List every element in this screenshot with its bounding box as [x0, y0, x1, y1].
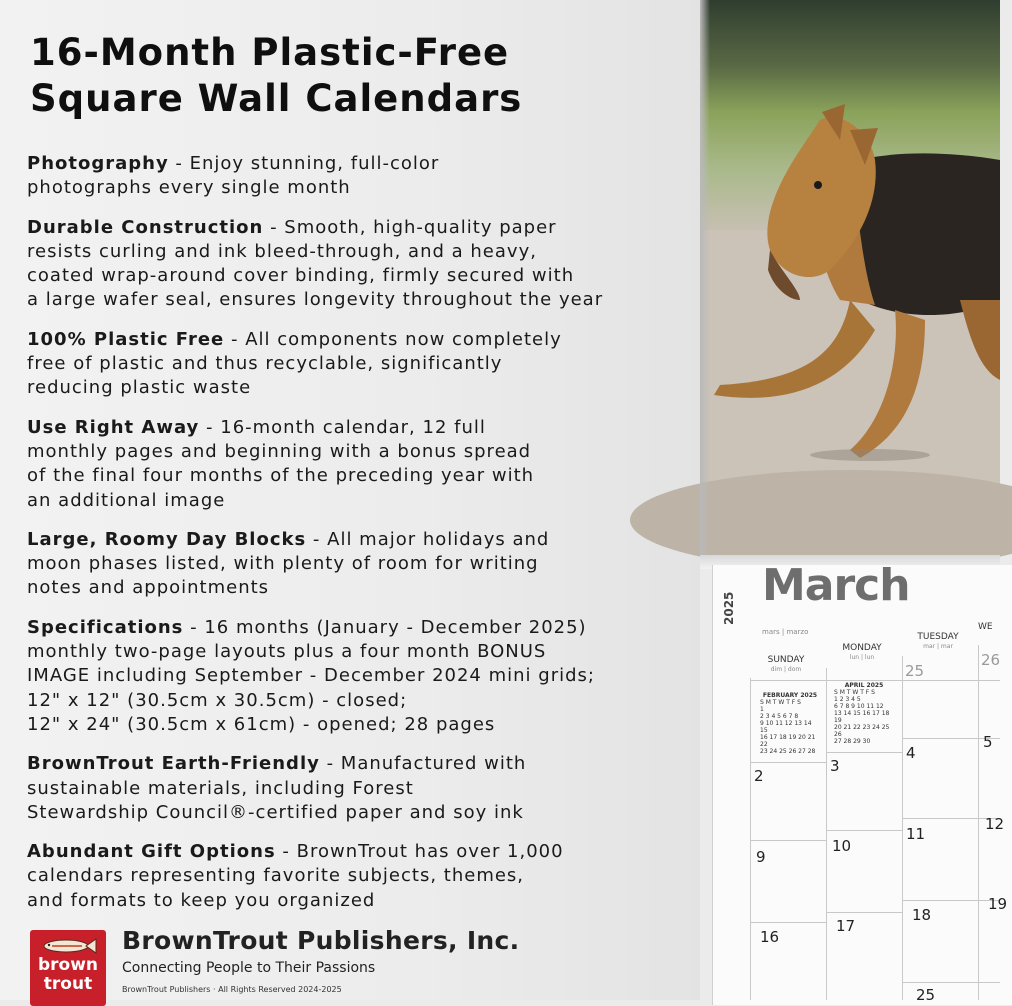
airedale-terrier-image: [700, 0, 1000, 560]
feature-text: 12" x 12" (30.5cm x 30.5cm) - closed;: [27, 689, 408, 711]
feature-text: - All major holidays and: [306, 528, 550, 550]
day-name: SUNDAY: [767, 655, 805, 665]
grid-line: [902, 656, 903, 1000]
grid-line: [750, 922, 826, 923]
feature-text: calendars representing favorite subjects, themes,: [27, 865, 525, 887]
date-number: 9: [756, 848, 766, 866]
mini-row: 2 3 4 5 6 7 8: [760, 713, 799, 720]
feature-text: - Manufactured with: [319, 753, 527, 775]
logo-line-2: trout: [43, 974, 93, 994]
feature-gift-options: [27, 840, 699, 913]
mini-head: S M T W T F S: [760, 699, 801, 706]
feature-text: and formats to keep you organized: [27, 889, 376, 911]
feature-text: photographs every single month: [27, 177, 351, 199]
feature-text: reducing plastic waste: [27, 377, 252, 399]
mini-row: 1: [760, 706, 764, 713]
date-number: 25: [905, 662, 925, 680]
calendar-month-translation: mars | marzo: [762, 628, 809, 636]
day-header-tuesday: [902, 632, 974, 650]
day-name: WE: [978, 622, 993, 632]
feature-text: IMAGE including September - December 2024 mini grids;: [27, 665, 595, 687]
mini-row: 27 28 29 30: [834, 738, 871, 745]
feature-photography: [27, 152, 699, 201]
date-number: 10: [832, 837, 852, 855]
feature-text: a large wafer seal, ensures longevity throughout the year: [27, 289, 604, 311]
mini-row: 6 7 8 9 10 11 12: [834, 703, 884, 710]
feature-name: Abundant Gift Options: [27, 841, 276, 863]
grid-line: [750, 678, 751, 1000]
day-header-wednesday: [978, 622, 1008, 632]
feature-name: Photography: [27, 153, 169, 174]
date-number: 4: [906, 744, 916, 762]
mini-title: APRIL 2025: [844, 682, 884, 689]
feature-durable: [27, 216, 699, 313]
day-header-monday: [826, 643, 898, 661]
feature-earth-friendly: [27, 752, 699, 825]
feature-text: - 16-month calendar, 12 full: [199, 416, 486, 438]
feature-text: coated wrap-around cover binding, firmly secured with: [27, 265, 575, 287]
feature-text: - 16 months (January - December 2025): [183, 616, 587, 638]
calendar-month: March: [762, 560, 910, 611]
grid-line: [750, 680, 1000, 681]
feature-text: notes and appointments: [27, 577, 270, 599]
feature-text: Stewardship Council®-certified paper and soy ink: [27, 801, 524, 823]
grid-line: [750, 762, 826, 763]
feature-text: monthly two-page layouts plus a four month BONUS: [27, 641, 547, 663]
title-line-2: Square Wall Calendars: [30, 77, 523, 120]
mini-row: 1 2 3 4 5: [834, 696, 861, 703]
mini-row: 23 24 25 26 27 28: [760, 748, 816, 755]
feature-text: monthly pages and beginning with a bonus spread: [27, 440, 532, 462]
grid-line: [826, 752, 902, 753]
feature-text: free of plastic and thus recyclable, significantly: [27, 353, 503, 375]
feature-text: an additional image: [27, 489, 226, 511]
grid-line: [826, 830, 902, 831]
date-number: 17: [836, 917, 856, 935]
calendar-year: 2025: [722, 591, 736, 625]
feature-name: Durable Construction: [27, 216, 264, 238]
mini-head: S M T W T F S: [834, 689, 875, 696]
mini-row: 20 21 22 23 24 25 26: [834, 724, 890, 738]
feature-name: 100% Plastic Free: [27, 328, 225, 350]
feature-list: [27, 152, 699, 928]
mini-calendar-february: [760, 692, 820, 755]
mini-row: 13 14 15 16 17 18 19: [834, 710, 890, 724]
browntrout-logo: [30, 930, 106, 1006]
grid-line: [902, 982, 1000, 983]
title-line-1: 16-Month Plastic-Free: [30, 31, 510, 74]
calendar-page: [712, 565, 1012, 1005]
publisher-name: BrownTrout Publishers, Inc.: [122, 926, 520, 955]
feature-text: - Smooth, high-quality paper: [263, 216, 557, 238]
feature-text: - All components now completely: [224, 328, 562, 350]
date-number: 26: [981, 651, 1001, 669]
date-number: 5: [983, 733, 993, 751]
feature-day-blocks: [27, 528, 699, 601]
publisher-legal: BrownTrout Publishers · All Rights Reserved 2024-2025: [122, 985, 342, 994]
photo-edge-shadow: [700, 0, 710, 560]
feature-plastic-free: [27, 328, 699, 401]
logo-wordmark: [30, 956, 106, 994]
feature-text: moon phases listed, with plenty of room for writing: [27, 553, 539, 575]
feature-specifications: [27, 616, 699, 737]
grid-line: [750, 840, 826, 841]
trout-icon: [38, 936, 98, 956]
mini-title: FEBRUARY 2025: [762, 692, 818, 699]
grid-line: [826, 668, 827, 1000]
date-number: 19: [988, 895, 1008, 913]
date-number: 12: [985, 815, 1005, 833]
logo-line-1: brown: [37, 955, 99, 975]
day-sub: dim | dom: [770, 666, 802, 673]
feature-name: Use Right Away: [27, 416, 200, 438]
date-number: 11: [906, 825, 926, 843]
grid-line: [978, 645, 979, 1000]
mini-calendar-april: [834, 682, 894, 745]
feature-name: Specifications: [27, 616, 184, 638]
grid-line: [826, 912, 902, 913]
feature-text: - Enjoy stunning, full-color: [168, 153, 440, 174]
feature-text: of the final four months of the preceding year with: [27, 465, 535, 487]
grid-line: [902, 900, 1000, 901]
feature-text: - BrownTrout has over 1,000: [275, 841, 564, 863]
feature-text: 12" x 24" (30.5cm x 61cm) - opened; 28 pages: [27, 713, 496, 735]
feature-text: sustainable materials, including Forest: [27, 777, 414, 799]
mini-row: 16 17 18 19 20 21 22: [760, 734, 816, 748]
date-number: 2: [754, 767, 764, 785]
date-number: 3: [830, 757, 840, 775]
mini-row: 9 10 11 12 13 14 15: [760, 720, 812, 734]
day-name: TUESDAY: [917, 632, 959, 642]
date-number: 25: [916, 986, 936, 1004]
dog-photo: [700, 0, 1000, 560]
feature-text: resists curling and ink bleed-through, and a heavy,: [27, 240, 537, 262]
day-sub: lun | lun: [849, 654, 875, 661]
date-number: 18: [912, 906, 932, 924]
day-header-sunday: [750, 655, 822, 673]
publisher-block: [30, 928, 690, 1000]
day-sub: mar | mar: [923, 643, 953, 650]
feature-use-right-away: [27, 416, 699, 513]
feature-name: BrownTrout Earth-Friendly: [27, 753, 320, 775]
publisher-tagline: Connecting People to Their Passions: [122, 960, 376, 976]
feature-name: Large, Roomy Day Blocks: [27, 528, 307, 550]
date-number: 16: [760, 928, 780, 946]
page-title: [30, 30, 690, 122]
day-name: MONDAY: [842, 643, 882, 653]
